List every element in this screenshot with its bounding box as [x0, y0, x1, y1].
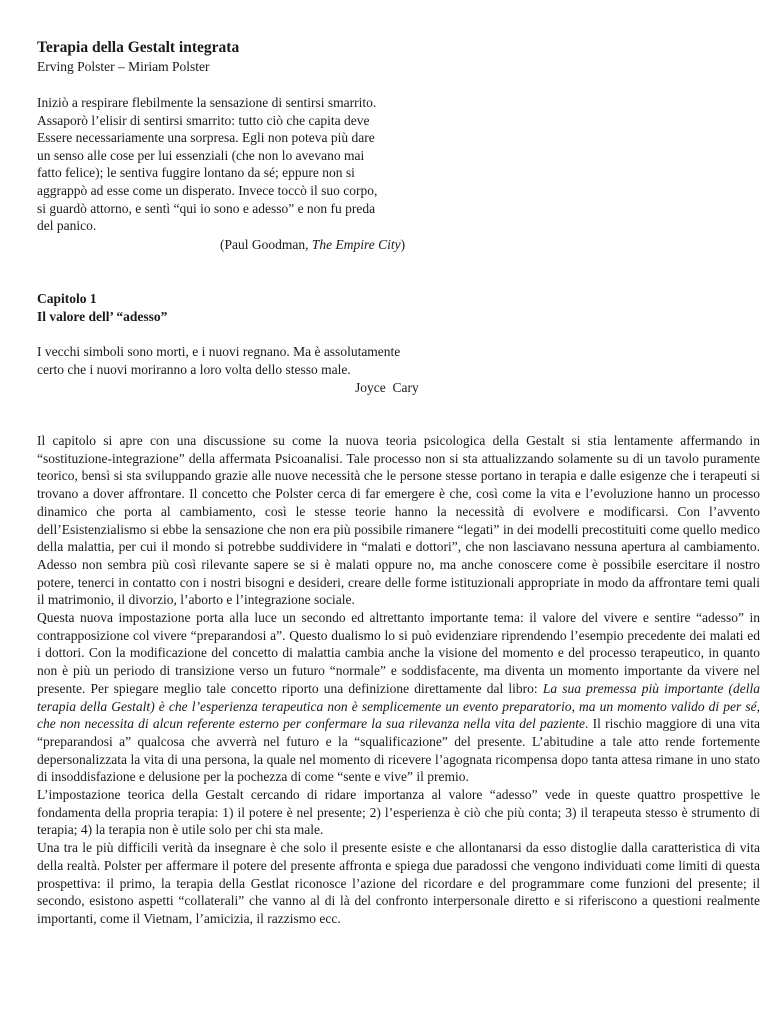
epigraph-line: I vecchi simboli sono morti, e i nuovi regnano. Ma è assolutamente — [37, 344, 401, 359]
epigraph-attribution-goodman — [220, 236, 405, 254]
body-paragraph: L’impostazione teorica della Gestalt cercando di ridare importanza al valore “adesso” vede in queste quattro prospettive le fondamenta della propria terapia: 1) il potere è nel presente; 2) l’esperienza è ciò che più conta; 3) il terapeuta stesso è strumento di terapia; 4) la terapia non è utile solo per chi sta male. — [37, 787, 760, 838]
epigraph-line: un senso alle cose per lui essenziali (che non lo avevano mai — [37, 147, 365, 163]
epigraph-line: Iniziò a respirare flebilmente la sensazione di sentirsi smarrito. — [37, 95, 377, 110]
epigraph-attribution-cary: Joyce Cary — [355, 380, 419, 395]
document-authors: Erving Polster – Miriam Polster — [37, 59, 210, 74]
epigraph-line: Essere necessariamente una sorpresa. Egli non poteva più dare — [37, 130, 375, 146]
chapter-title: Il valore dell’ “adesso” — [37, 309, 168, 324]
paragraph-text: Questa nuova impostazione porta alla luce un secondo ed altrettanto importante tema: il valore del vivere e sentire “adesso” in contrapposizione col vivere “preparandosi a”. Questo dualismo lo si può evidenziare riprendendo l’esempio precedente dei malati ed i dottori. Con la modificazione del concetto di malattia cambia anche la visione del momento e del processo terapeutico, in quanto non è più un periodo di transizione verso un futuro “normale” e soddisfacente, ma diventa un momento importante da vivere nel presente. Per spiegare meglio tale concetto riporto una definizione direttamente dal libro: — [37, 610, 760, 696]
epigraph-line: fatto felice); le sentiva fuggire lontano da sé; eppure non si — [37, 165, 355, 181]
body-paragraph — [37, 609, 760, 786]
chapter-label: Capitolo 1 — [37, 291, 97, 306]
attribution-suffix: ) — [400, 237, 406, 252]
epigraph-line: si guardò attorno, e sentì “qui io sono e adesso” e non fu preda — [37, 200, 376, 216]
epigraph-goodman — [37, 94, 437, 235]
chapter-body — [37, 432, 760, 928]
document-title: Terapia della Gestalt integrata — [37, 39, 240, 56]
epigraph-line: del panico. — [37, 218, 97, 234]
epigraph-line: certo che i nuovi moriranno a loro volta dello stesso male. — [37, 361, 351, 377]
epigraph-line: Assaporò l’elisir di sentirsi smarrito: tutto ciò che capita deve — [37, 112, 370, 128]
epigraph-line: aggrappò ad esse come un disperato. Invece toccò il suo corpo, — [37, 182, 378, 198]
epigraph-cary — [37, 343, 437, 378]
body-paragraph: Il capitolo si apre con una discussione su come la nuova teoria psicologica della Gestalt si stia lentamente affermando in “sostituzione-integrazione” della affermata Psicoanalisi. Tale processo non si sta attualizzando solamente su di un tavolo puramente teorico, bensì si sta sviluppando grazie alle nuove necessità che le persone stesse portano in terapia e dalle esigenze che i terapeuti si trovano a dover affrontare. Il concetto che Polster cerca di far emergere è che, così come la vita e l’evoluzione hanno un processo dinamico che porta al cambiamento, così le stesse teorie hanno la necessità di evolvere e modificarsi. Con l’avvento dell’Esistenzialismo si ebbe la sensazione che non era più possibile rimanere “legati” in dei modelli precostituiti come quello medico della malattia, per cui il mondo si potrebbe suddividere in “malati e dottori”, che non lasciavano nessuna apertura al cambiamento. Adesso non sembra più così rilevante sapere se si è malati oppure no, ma anche conoscere come è possibile esercitare il nostro potere, tenerci in contatto con i nostri bisogni e desideri, creare delle forme istituzionali appropriate in modo da affrontare temi quali il matrimonio, il divorzio, l’aborto e l’integrazione sociale. — [37, 433, 760, 608]
paragraph-text: . Il rischio maggiore di una vita “preparandosi a” qualcosa che avverrà nel futuro e la “squalificazione” del presente. L’abitudine a tale atto rende fortemente depersonalizzata la vita di una persona, la quale nel momento di ricevere l’agognata ricompensa dopo tanta attesa rimane in uno stato di insoddisfazione e delusione per la pochezza di come “sente e vive” il premio. — [37, 716, 760, 785]
attribution-prefix: (Paul Goodman, — [220, 237, 312, 252]
attribution-work-title: The Empire City — [311, 237, 401, 252]
book-quote: La sua premessa più importante (della terapia della Gestalt) è che l’esperienza terapeutica non è semplicemente un evento preparatorio, ma un momento valido di per sé, che non necessita di alcun referente esterno per confermare la sua rilevanza nella vita del paziente — [37, 680, 760, 732]
body-paragraph: Una tra le più difficili verità da insegnare è che solo il presente esiste e che allontanarsi da esso distoglie dalla caratteristica di vita della realtà. Polster per affermare il potere del presente affronta e spiega due paradossi che vengono individuati come limiti di questa prospettiva: il primo, la terapia della Gestlat riconosce l’azione del ricordare e del programmare come funzioni del presente; il secondo, esistono aspetti “collaterali” che vanno al di là del confronto interpersonale diretto e si riferiscono a questioni realmente importanti, come il Vietnam, l’amicizia, il razzismo ecc. — [37, 840, 760, 926]
